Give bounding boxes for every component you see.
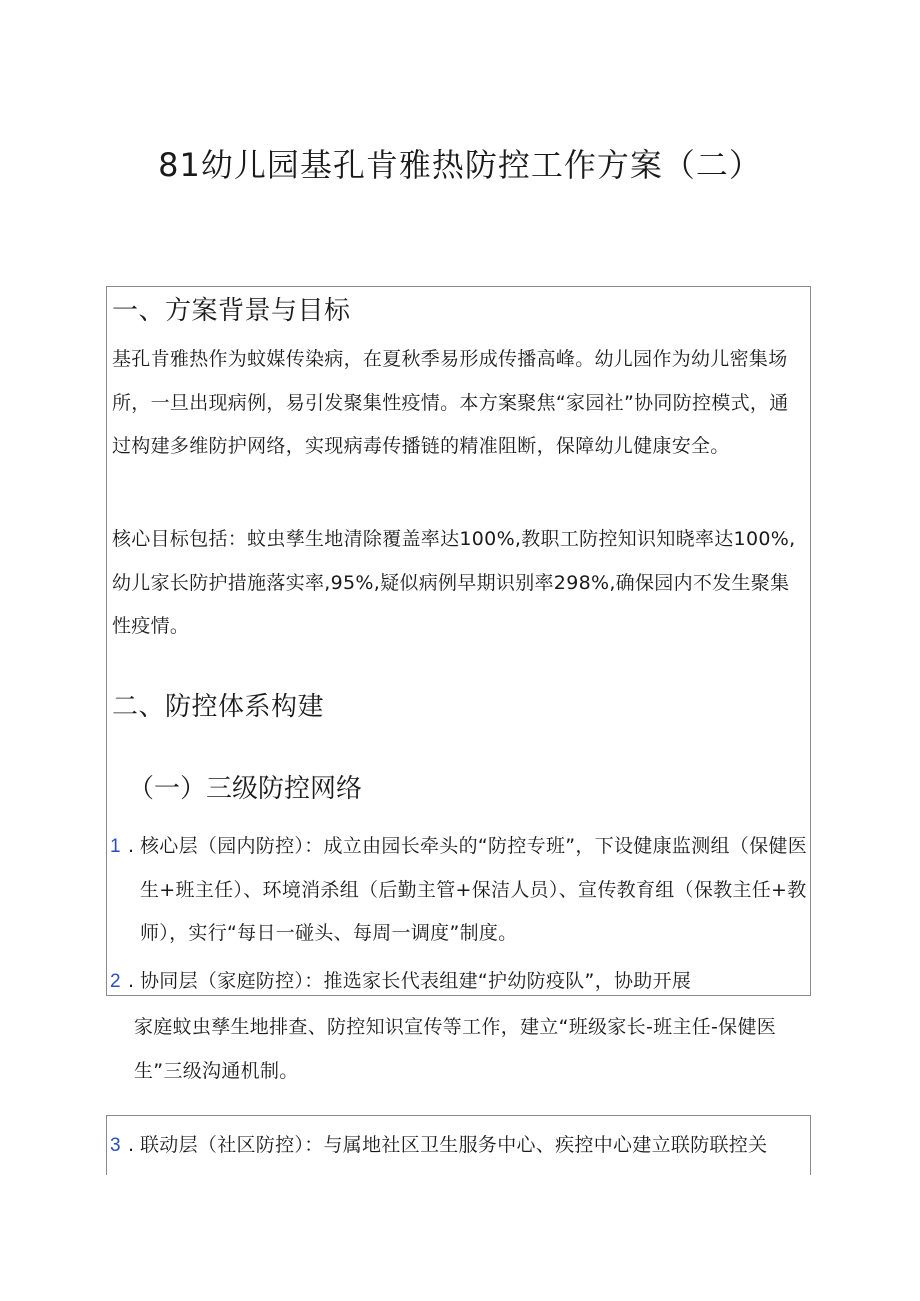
list-item-number: 3 <box>110 1135 121 1156</box>
list-item-text: 协同层（家庭防控）：推选家长代表组建“护幼防疫队”，协助开展 <box>140 970 692 992</box>
list-item-dot: . <box>128 835 135 857</box>
list-item-text: 联动层（社区防控）：与属地社区卫生服务中心、疾控中心建立联防联控关 <box>140 1134 768 1156</box>
list-item-number: 1 <box>110 836 121 857</box>
list-item-dot: . <box>128 970 135 992</box>
subsection-heading: （一）三级防控网络 <box>128 774 363 804</box>
document-title: 81幼儿园基孔肯雅热防控工作方案（二） <box>158 146 762 184</box>
list-item-text: 核心层（园内防控）：成立由园长牵头的“防控专班”，下设健康监测组（保健医生+班主任）、环境消杀组（后勤主管+保洁人员）、宣传教育组（保教主任+教师），实行“每日一碰头、每周一调度”制度。 <box>140 835 807 944</box>
goals-paragraph: 核心目标包括：蚊虫孳生地清除覆盖率达100%,教职工防控知识知晓率达100%,幼儿家长防护措施落实率,95%,疑似病例早期识别率298%,确保园内不发生聚集性疫情。 <box>112 528 796 637</box>
section-1-heading: 一、方案背景与目标 <box>112 296 351 326</box>
list-item-number: 2 <box>110 971 121 992</box>
list-item-continuation: 家庭蚊虫孳生地排查、防控知识宣传等工作，建立“班级家长-班主任-保健医生”三级沟通机制。 <box>134 1016 777 1082</box>
background-paragraph: 基孔肯雅热作为蚊媒传染病，在夏秋季易形成传播高峰。幼儿园作为幼儿密集场所，一旦出现病例，易引发聚集性疫情。本方案聚焦“家园社”协同防控模式，通过构建多维防护网络，实现病毒传播链的精准阻断，保障幼儿健康安全。 <box>112 348 789 457</box>
section-2-heading: 二、防控体系构建 <box>112 692 325 722</box>
list-item-dot: . <box>128 1134 135 1156</box>
